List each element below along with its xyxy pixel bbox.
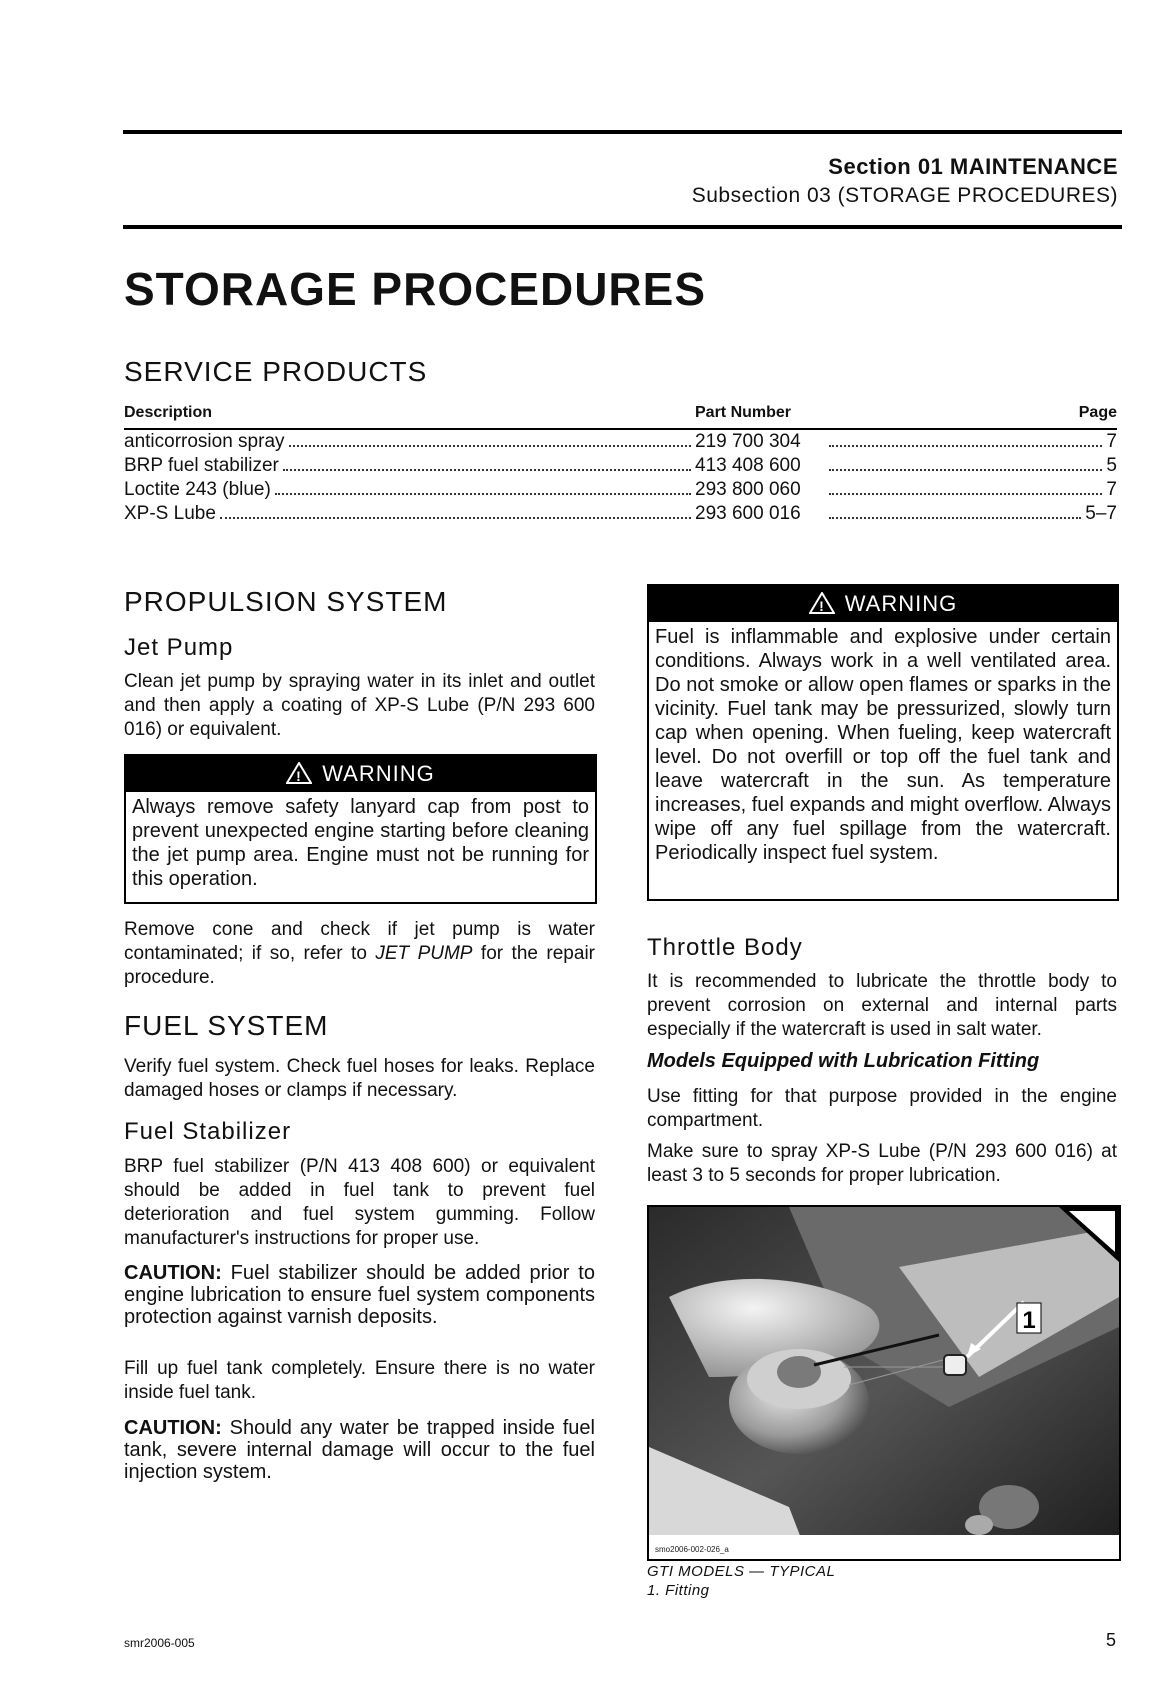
- warning-label: WARNING: [844, 591, 958, 616]
- table-row: [124, 502, 1117, 526]
- image-id-label: smo2006-002-026_a: [655, 1545, 729, 1554]
- jet-pump-heading: Jet Pump: [124, 634, 234, 661]
- table-row: [124, 430, 1117, 454]
- fill-tank-text: Fill up fuel tank completely. Ensure there is no water inside fuel tank.: [124, 1358, 595, 1403]
- fuel-stabilizer-heading: Fuel Stabilizer: [124, 1118, 292, 1145]
- row-part-number: 413 408 600: [695, 455, 801, 476]
- service-products-heading: SERVICE PRODUCTS: [124, 356, 428, 387]
- warning-triangle-icon: [286, 762, 312, 784]
- caution-label: CAUTION:: [124, 1262, 222, 1284]
- warning-header: [649, 586, 1117, 622]
- row-page: 7: [1106, 479, 1117, 500]
- row-page: 5–7: [1085, 503, 1117, 524]
- throttle-body-text: It is recommended to lubricate the throttle body to prevent corrosion on external and internal parts especially if the watercraft is used in salt water.: [647, 971, 1117, 1040]
- lubrication-fitting-heading: Models Equipped with Lubrication Fitting: [647, 1050, 1040, 1072]
- row-description: anticorrosion spray: [124, 431, 285, 452]
- caution-stabilizer: CAUTION: Fuel stabilizer should be added prior to engine lubrication to ensure fuel system components protection against varnish deposits.: [124, 1262, 595, 1328]
- row-page: 7: [1106, 431, 1117, 452]
- row-description: Loctite 243 (blue): [124, 479, 271, 500]
- figure-photo: [647, 1205, 1121, 1561]
- jet-pump-text: Clean jet pump by spraying water in its inlet and outlet and then apply a coating of XP-S Lube (P/N 293 600 016) or equivalent.: [124, 671, 595, 740]
- page-title: STORAGE PROCEDURES: [124, 263, 707, 315]
- row-part-number: 293 600 016: [695, 503, 801, 524]
- subsection-label: Subsection 03 (STORAGE PROCEDURES): [691, 184, 1118, 207]
- fitting-text: Use fitting for that purpose provided in the engine compartment.: [647, 1086, 1117, 1131]
- row-part-number: 293 800 060: [695, 479, 801, 500]
- col-part-number: Part Number: [695, 404, 792, 421]
- row-page: 5: [1106, 455, 1117, 476]
- svg-text:!: !: [818, 598, 825, 614]
- throttle-body-heading: Throttle Body: [647, 934, 803, 961]
- figure-caption: GTI MODELS — TYPICAL: [647, 1563, 836, 1580]
- jet-pump-warning-box: [124, 754, 597, 904]
- header-bottom-rule: [123, 225, 1122, 229]
- row-part-number: 219 700 304: [695, 431, 801, 452]
- service-products-table: [124, 404, 1117, 526]
- jet-pump-reference: JET PUMP: [375, 943, 473, 964]
- footer-code: smr2006-005: [124, 1636, 195, 1650]
- propulsion-heading: PROPULSION SYSTEM: [124, 586, 448, 617]
- warning-text: Fuel is inflammable and explosive under certain conditions. Always work in a well ventilated area. Do not smoke or allow open flames or sparks in the vicinity. Fuel tank may be pressurized, slowly turn cap when opening. When fueling, keep watercraft level. Do not overfill or top off the fuel tank and leave watercraft in the sun. As temperature increases, fuel expands and might overflow. Always wipe off any fuel spillage from the watercraft. Periodically inspect fuel system.: [655, 626, 1111, 864]
- warning-label: WARNING: [322, 761, 435, 786]
- warning-text: Always remove safety lanyard cap from post to prevent unexpected engine starting before cleaning the jet pump area. Engine must not be running for this operation.: [132, 796, 589, 890]
- fuel-system-text: Verify fuel system. Check fuel hoses for leaks. Replace damaged hoses or clamps if necessary.: [124, 1056, 595, 1101]
- page-number: 5: [1106, 1630, 1117, 1650]
- figure-legend: 1. Fitting: [647, 1582, 710, 1599]
- col-description: Description: [124, 404, 213, 421]
- table-row: [124, 454, 1117, 478]
- svg-text:!: !: [296, 768, 303, 784]
- warning-triangle-icon: [809, 592, 835, 614]
- table-header: [124, 404, 1117, 430]
- row-description: XP-S Lube: [124, 503, 216, 524]
- cone-text: Remove cone and check if jet pump is water contaminated; if so, refer to JET PUMP for the repair procedure.: [124, 919, 595, 988]
- spray-text: Make sure to spray XP-S Lube (P/N 293 600 016) at least 3 to 5 seconds for proper lubrication.: [647, 1141, 1117, 1186]
- section-label: Section 01 MAINTENANCE: [828, 154, 1118, 179]
- fuel-system-heading: FUEL SYSTEM: [124, 1010, 329, 1041]
- callout-number: 1: [1022, 1307, 1036, 1334]
- row-description: BRP fuel stabilizer: [124, 455, 279, 476]
- header-top-rule: [123, 130, 1122, 134]
- warning-header: [126, 756, 595, 792]
- table-row: [124, 478, 1117, 502]
- caution-label: CAUTION:: [124, 1417, 222, 1439]
- fuel-stabilizer-text: BRP fuel stabilizer (P/N 413 408 600) or equivalent should be added in fuel tank to prevent fuel deterioration and fuel system gumming. Follow manufacturer's instructions for proper use.: [124, 1156, 595, 1249]
- col-page: Page: [1078, 404, 1117, 421]
- spray-can-illustration: [649, 1207, 1119, 1559]
- fuel-warning-box: [647, 584, 1119, 901]
- caution-water: CAUTION: Should any water be trapped inside fuel tank, severe internal damage will occur to the fuel injection system.: [124, 1417, 595, 1483]
